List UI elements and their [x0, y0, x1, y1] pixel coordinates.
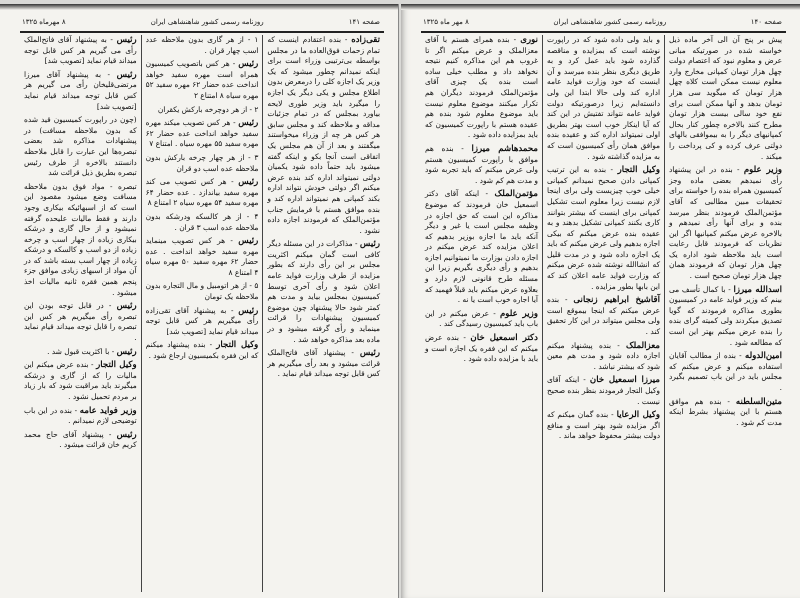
- right-page: [401, 4, 800, 598]
- paragraph-text: - اینکه آقای دکتر اسمعیل خان فرمودند که موضوع مذاکره این است که حق اجازه در وظیفه مجلس است یا غیر و دیگر آنکه باید ما اجازه بوزیر بدهیم که اعلان مزایده کند عرض میکنم در اجازه دادن بوزارت ما نمیتوانیم اجازه بدهیم و رأی دیگری بگیریم زیرا این مسئله طرح قانونی لازم دارد و بعلاوه عرض میکنم باید قبلاً فهمید که آیا اجاره خوب است یا نه .: [425, 189, 538, 305]
- paragraph-text: - پیشنهاد آقای فاتح‌الملک قرائت میشود و بعد رأی میگیریم هر کس قابل توجه میداند قیام نماید .: [267, 348, 380, 379]
- issue-date: ۸ مهر ماه ۱۳۲۵: [423, 18, 469, 26]
- speech-paragraph: [24, 360, 137, 402]
- speech-paragraph: [146, 118, 259, 150]
- paragraph-text: - بنده در این پیشنهاد رأی نمیدهم بعضی ماده وجز کمیسیون همراه بنده را خواسته برای تحقیقات مبین مطالبی که آقای مؤتمن‌الملک فرمودند بنظر میرسد بنده و برای آنها رأی نمیدهم و بالاخره عرض میکنم کمپانیها اگر این نظریات که فرمودند قابل رعایت است باید ملاحظه شود اداره یک چهل هزار تومان که فرمودند همان چهل هزار تومان صحیح است .: [669, 165, 782, 281]
- speech-paragraph: [425, 309, 538, 330]
- page-number: صفحه ۱۴۱: [348, 18, 380, 26]
- paragraph-text: - هر کس تصویب مینماید مهره سفید خواهد انداخت . عده حضار ۶۲ مهره سفید ۵۰ مهره سیاه ۴ امتناع ۸: [145, 236, 259, 277]
- paragraph-text: (چون در راپورت کمیسیون قید شده که بدون ملاحظه مسافت) در پیشنهادات مذاکره شد بعضی تبصره‌ها این عبارت را قابل ملاحظه دانستند بالاخره از طرف رئیس تبصره بطریق ذیل قرائت شد: [23, 115, 137, 178]
- speaker-name: محمدهاشم میرزا: [471, 143, 538, 154]
- paragraph-text: - بنده هم موافق با راپورت کمیسیون هستم ولی عرض میکنم که باید تجربه شود و مدت هم کم شود .: [425, 143, 538, 185]
- speech-paragraph: [547, 341, 660, 373]
- speaker-name: وکیل التجار: [617, 165, 660, 176]
- speech-paragraph: [425, 144, 538, 186]
- text-column: [20, 35, 141, 592]
- newspaper-title: روزنامه رسمی کشور شاهنشاهی ایران: [553, 18, 667, 26]
- speech-paragraph: [24, 301, 137, 343]
- speech-paragraph: [146, 340, 259, 361]
- paragraph-text: - اینکه آقای وکیل التجار فرمودند بنظر بنده صحیح نیست .: [547, 375, 660, 406]
- page-edge-shadow: [0, 4, 398, 10]
- speech-paragraph: [146, 306, 259, 338]
- text-columns: [20, 35, 384, 592]
- speech-paragraph: [24, 115, 137, 179]
- header-rule: [421, 31, 786, 33]
- speech-paragraph: [425, 333, 538, 365]
- speech-paragraph: [425, 35, 538, 141]
- paragraph-text: - پیشنهاد آقای حاج محمد کریم خان قرائت میشود .: [23, 429, 137, 450]
- text-columns: [421, 35, 786, 592]
- speech-paragraph: [24, 406, 137, 427]
- speech-paragraph: [669, 351, 782, 393]
- speech-paragraph: [146, 153, 259, 174]
- speech-paragraph: [146, 177, 259, 209]
- speech-paragraph: [146, 212, 259, 233]
- speaker-name: رئیس: [238, 118, 259, 129]
- text-column: [141, 35, 263, 592]
- paragraph-text: ۲ - از هر دوچرخه بارکش یکقران: [157, 104, 259, 114]
- speaker-name: رئیس: [116, 429, 137, 440]
- speech-paragraph: [146, 236, 259, 278]
- speech-paragraph: [267, 35, 380, 236]
- paragraph-text: - عرض میکنم در این باب باید کمیسیون رسیدگی کند .: [425, 308, 538, 329]
- speaker-name: میرزا اسمعیل خان: [589, 375, 660, 386]
- paragraph-text: - بنده گمان میکنم که اگر مزایده شود بهتر است و منافع دولت بیشتر محفوظ خواهد ماند .: [547, 410, 660, 441]
- speaker-name: رئیس: [238, 236, 259, 247]
- speaker-name: رئیس: [116, 35, 137, 45]
- paragraph-text: - بنده عرض میکنم که اینجا بیموقع است ولی مجلس میتواند در این کار تحقیق کند .: [547, 295, 660, 337]
- text-column: [262, 35, 384, 592]
- left-page: [0, 4, 399, 598]
- speaker-name: رئیس: [116, 69, 137, 80]
- paragraph-text: ۵ - از هر اتومبیل و مال التجاره بدون ملاحظه یک تومان: [145, 281, 259, 302]
- speech-paragraph: [24, 35, 137, 67]
- speaker-name: مؤتمن‌الملک: [494, 189, 538, 200]
- speech-paragraph: [24, 430, 137, 451]
- paragraph-text: - هر کس باتصویب کمیسیون همراه است مهره سفید خواهد انداخت عده حضار ۶۲ مهره سفید ۵۲ مهره سیاه ۸ امتناع ۲: [145, 59, 259, 100]
- paragraph-text: - در قابل توجه بودن این تبصره رأی میگیریم هر کس این تبصره را قابل توجه میداند قیام نماید .: [23, 301, 137, 343]
- speech-paragraph: [24, 347, 137, 358]
- speaker-name: متین‌السلطنه: [735, 396, 782, 407]
- speaker-name: رئیس: [238, 59, 259, 70]
- speech-paragraph: [146, 281, 259, 302]
- speech-paragraph: [24, 182, 137, 299]
- paragraph-text: ۴ - از هر کالسکه ودرشکه بدون ملاحظه عده اسب ۳ قران .: [145, 211, 259, 232]
- speaker-name: رئیس: [116, 346, 137, 357]
- page-header: [423, 16, 782, 28]
- speech-paragraph: [547, 375, 660, 407]
- speech-paragraph: [669, 165, 782, 282]
- speaker-name: تقی‌زاده: [351, 35, 380, 45]
- speech-paragraph: [669, 285, 782, 349]
- speech-paragraph: [547, 295, 660, 337]
- paragraph-text: تبصره - مواد فوق بدون ملاحظه مسافت وضع میشود مقصود این است که از اسبهائیکه بیکاری وجود دارند و فقط مالیات علیحده گرفته نمیشود و از حال گاری و درشکه بیکاری زیاده از چهار اسب و چرخه زیاده از دو اسب و کالسکه و درشکه زیاده از چهار اسب بسته باشد که در آن مواد از اسبهای زیادی موافق جزء پنجم همین فقره ثانیه مالیات اخذ میشود .: [23, 181, 137, 297]
- text-column: [542, 35, 664, 592]
- paragraph-text: - بنده عرض میکنم که این فقره یک اجازه است و باید با مزایده داده شود .: [425, 333, 538, 364]
- speaker-name: امین‌الدوله: [744, 351, 782, 362]
- issue-date: ۸ مهرماه ۱۳۲۵: [22, 18, 66, 26]
- speaker-name: رئیس: [359, 348, 380, 359]
- paragraph-text: - بنده در این باب توضیحی لازم نمیدانم .: [23, 405, 137, 426]
- paragraph-text: - بنده عرض میکنم این مالیات را که از گاری و درشکه میگیرند باید مراقبت شود که بار زیاد بر مردم تحمیل نشود .: [23, 360, 137, 401]
- speaker-name: دکتر اسمعیل خان: [470, 333, 538, 344]
- speaker-name: وکیل الرعایا: [616, 410, 661, 421]
- paragraph-text: - بنده به این ترتیب کمپانی دادن صحیح نمیدانم کمپانی خیلی خوب چیزیست ولی برای اینجا لازم نیست زیرا معلوم است تشکیل کمپانی برای اینست که بیشتر بتوانند کاری بکنند کمپانی تشکیل بدهند و به عقیده بنده عرض میکنم که بیکی اجازه بدهیم ولی عرض میکنم که باید یک اجازه داده شود و در مدت قلیل که انشاالله نوشته شده عرض میکنم که وزارت فواید عامه اعلان کند که این بابها بطور مزایده .: [547, 165, 660, 291]
- paragraph-text: و باید ولی داده شود که در راپورت نوشته است که بمزایده و مناقصه گذارده شود باید عمل کرد و به طریق دیگری بنظر بنده میرسد و آن اینست که خود وزارت فواید عامه اداره کند ولی حالا ابتدا این ولی دانسته‌ایم زیرا درصورتیکه دولت فواید عامه نتواند تفتیش در این کند که آیا اینکار خوب است بهتر بطریق اولی نمیتواند اداره کند و عقیده بنده موافق همان رأی کمیسیون است که به مزایده گذاشته شود .: [547, 35, 660, 161]
- page-edge-shadow: [401, 4, 800, 10]
- text-column: [664, 35, 786, 592]
- paragraph-text: - با کمال تأسف می بینم که وزیر فواید عامه در کمیسیون بطوری مذاکره فرمودند که گویا تصدیق میکردند ولی کمیته گرای بنده را بنده عرض میکنم بهتر این است که مطالعه شود .: [669, 284, 782, 347]
- paragraph-text: ۳ - از هر چهار چرخه بارکش بدون ملاحظه عده اسب دو قران: [145, 152, 259, 173]
- paragraph-text: - به پیشنهاد آقای تقی‌زاده رأی میگیریم هر کس قابل توجه میداند قیام نماید [تصویب شد]: [145, 305, 259, 336]
- speaker-name: معزالملک: [625, 340, 660, 351]
- speaker-name: وکیل التجار: [96, 360, 137, 371]
- speech-paragraph: [146, 35, 259, 56]
- paragraph-text: - به پیشنهاد آقای فاتح‌الملک رأی می گیریم هر کس قابل توجه میداند قیام نماید [تصویب شد]: [23, 35, 137, 66]
- speech-paragraph: [24, 70, 137, 112]
- speech-paragraph: [547, 410, 660, 442]
- speech-paragraph: [669, 397, 782, 429]
- paragraph-text: ۱ - از هر گاری بدون ملاحظه عدد اسب چهار قران .: [145, 35, 259, 55]
- speaker-name: وزیر علوم: [743, 165, 782, 176]
- paragraph-text: - بنده همرای هستم با آقای معزالملک و عرض میکنم اگر تا غروب هم این مذاکره کنیم نتیجه نخواهد داد و مطلب خیلی ساده است بنده یک چیزی آقای مؤتمن‌الملک فرمودند دیگران هم تکرار میکنند موضوع معلوم نیست باید موضوع معلوم شود بنده هم عقیده هستم با راپورت کمیسیون که باید بمزایده داده شود .: [425, 35, 538, 140]
- speech-paragraph: [547, 35, 660, 162]
- page-number: صفحه ۱۴۰: [750, 18, 782, 26]
- paragraph-text: - بنده اعتقادم اینست که تمام زحمات فوق‌العاده ما در مجلس بواسطه بی‌ترتیبی وزراء است برای اینکه نمیدانم چطور میشود که یک وزیر یک اجازه کلی را درمعرض بدون اطلاع مجلس و یکی دیگر یک اجازه را میگیرد باید وزیر طوری لایحه بیاورد بمجلس که در تمام جزئیات مداقه و ملاحظه کند و مجلس سابق هر کس هر چه از وزراء میخواستند میگفتند و بعد از آن هم مجلس یک اتفاقی است آنجا بکو و اینکه گفته میشود باید حتماً داده شود یکمیان دولتی نمیتواند اداره کند بنده عرض میکنم اگر دولتی خودش نتواند اداره بکند کمپانی هم نمیتواند اداره کند و بنده موافق هستم با فرمایش جناب مؤتمن‌الملک که فرمودند اجازه داده نشود .: [267, 35, 380, 235]
- text-column: [421, 35, 542, 592]
- speech-paragraph: [669, 35, 782, 162]
- speaker-name: وزیر فواید عامه: [79, 405, 137, 416]
- speaker-name: رئیس: [359, 239, 380, 250]
- paragraph-text: - هر کس تصویب میکند مهره سفید خواهد انداخت عده حضار ۶۲ مهره سفید ۵۵ مهره سیاه . امتناع ۷: [145, 118, 259, 149]
- speaker-name: رئیس: [238, 305, 259, 316]
- speaker-name: رئیس: [116, 301, 137, 312]
- paragraph-text: پیش بر پنج آن الی آخر ماده ذیل خواسته شده در صورتیکه مبانی عرض و معلوم نبود که اعتصام دولت چهل هزار تومان کمپانی مخارج وارد معلوم نیست ممکن است کلاه چهل هزار تومان که میگوید سی هزار تومان بدهد و آنها ممکن است برای نفع خود سالی بیست هزار تومان مطرح کنند بالاخره چطور کنار بحال کمپانیهای دیگر را به بیموافقی بالهای دولتی عرف کرده و کی پرداخت را میکند .: [669, 35, 782, 161]
- header-rule: [20, 31, 384, 33]
- speech-paragraph: [146, 105, 259, 116]
- paragraph-text: - مذاکرات در این مسئله دیگر کافی است گمان میکنم اکثریت مجلس بر این رأی دارند که بطور مزایده از طرف وزارت فواید عامه اعلان شود و رأی آخری توسط کمیسیون بمجلس بیاید و مدت هم کمتر شود حالا پیشنهاد چون موضوع کمیسیون پیشنهادات را قرائت مینماید و رأی گرفته میشود و در ماده بعد مذاکره خواهد شد .: [267, 239, 380, 344]
- speaker-name: رئیس: [238, 177, 259, 188]
- speech-paragraph: [425, 189, 538, 306]
- paragraph-text: - هر کس تصویب می کند مهره سفید بیاندازد . عده حضار ۶۴ مهره سفید ۵۴ مهره سیاه ۲ امتناع ۸: [145, 177, 259, 208]
- speaker-name: اسدالله میرزا: [733, 284, 782, 295]
- speaker-name: نوری: [520, 35, 538, 45]
- speech-paragraph: [146, 59, 259, 101]
- paragraph-text: - بنده از مطالب آقایان استفاده میکنم و عرض میکنم که مجلس باید در این باب تصمیم بگیرد .: [669, 351, 782, 392]
- speech-paragraph: [267, 239, 380, 345]
- speaker-name: آقاشیخ ابراهیم زنجانی: [573, 295, 660, 306]
- paragraph-text: - با اکثریت قبول شد .: [47, 346, 117, 356]
- newspaper-title: روزنامه رسمی کشور شاهنشاهی ایران: [150, 18, 264, 26]
- speaker-name: وکیل التجار: [216, 340, 259, 351]
- page-header: [22, 16, 380, 28]
- speech-paragraph: [547, 165, 660, 292]
- speaker-name: وزیر علوم: [499, 308, 538, 319]
- speech-paragraph: [267, 348, 380, 380]
- paragraph-text: - بنده هم موافق هستم با این پیشنهاد بشرط اینکه مدت کم شود .: [669, 396, 782, 427]
- paragraph-text: - به پیشنهاد آقای میرزا مرتضی‌قلیخان رأی می گیریم هر کس قابل توجه میداند قیام نماید [تصویب شد]: [23, 69, 137, 111]
- paragraph-text: - بنده پیشنهاد میکنم اجازه داده شود و مدت هم معین شود که بیشتر نباشد .: [547, 340, 660, 371]
- paragraph-text: - بنده پیشنهاد میکنم که این فقره بکمیسیون ارجاع شود .: [145, 340, 259, 361]
